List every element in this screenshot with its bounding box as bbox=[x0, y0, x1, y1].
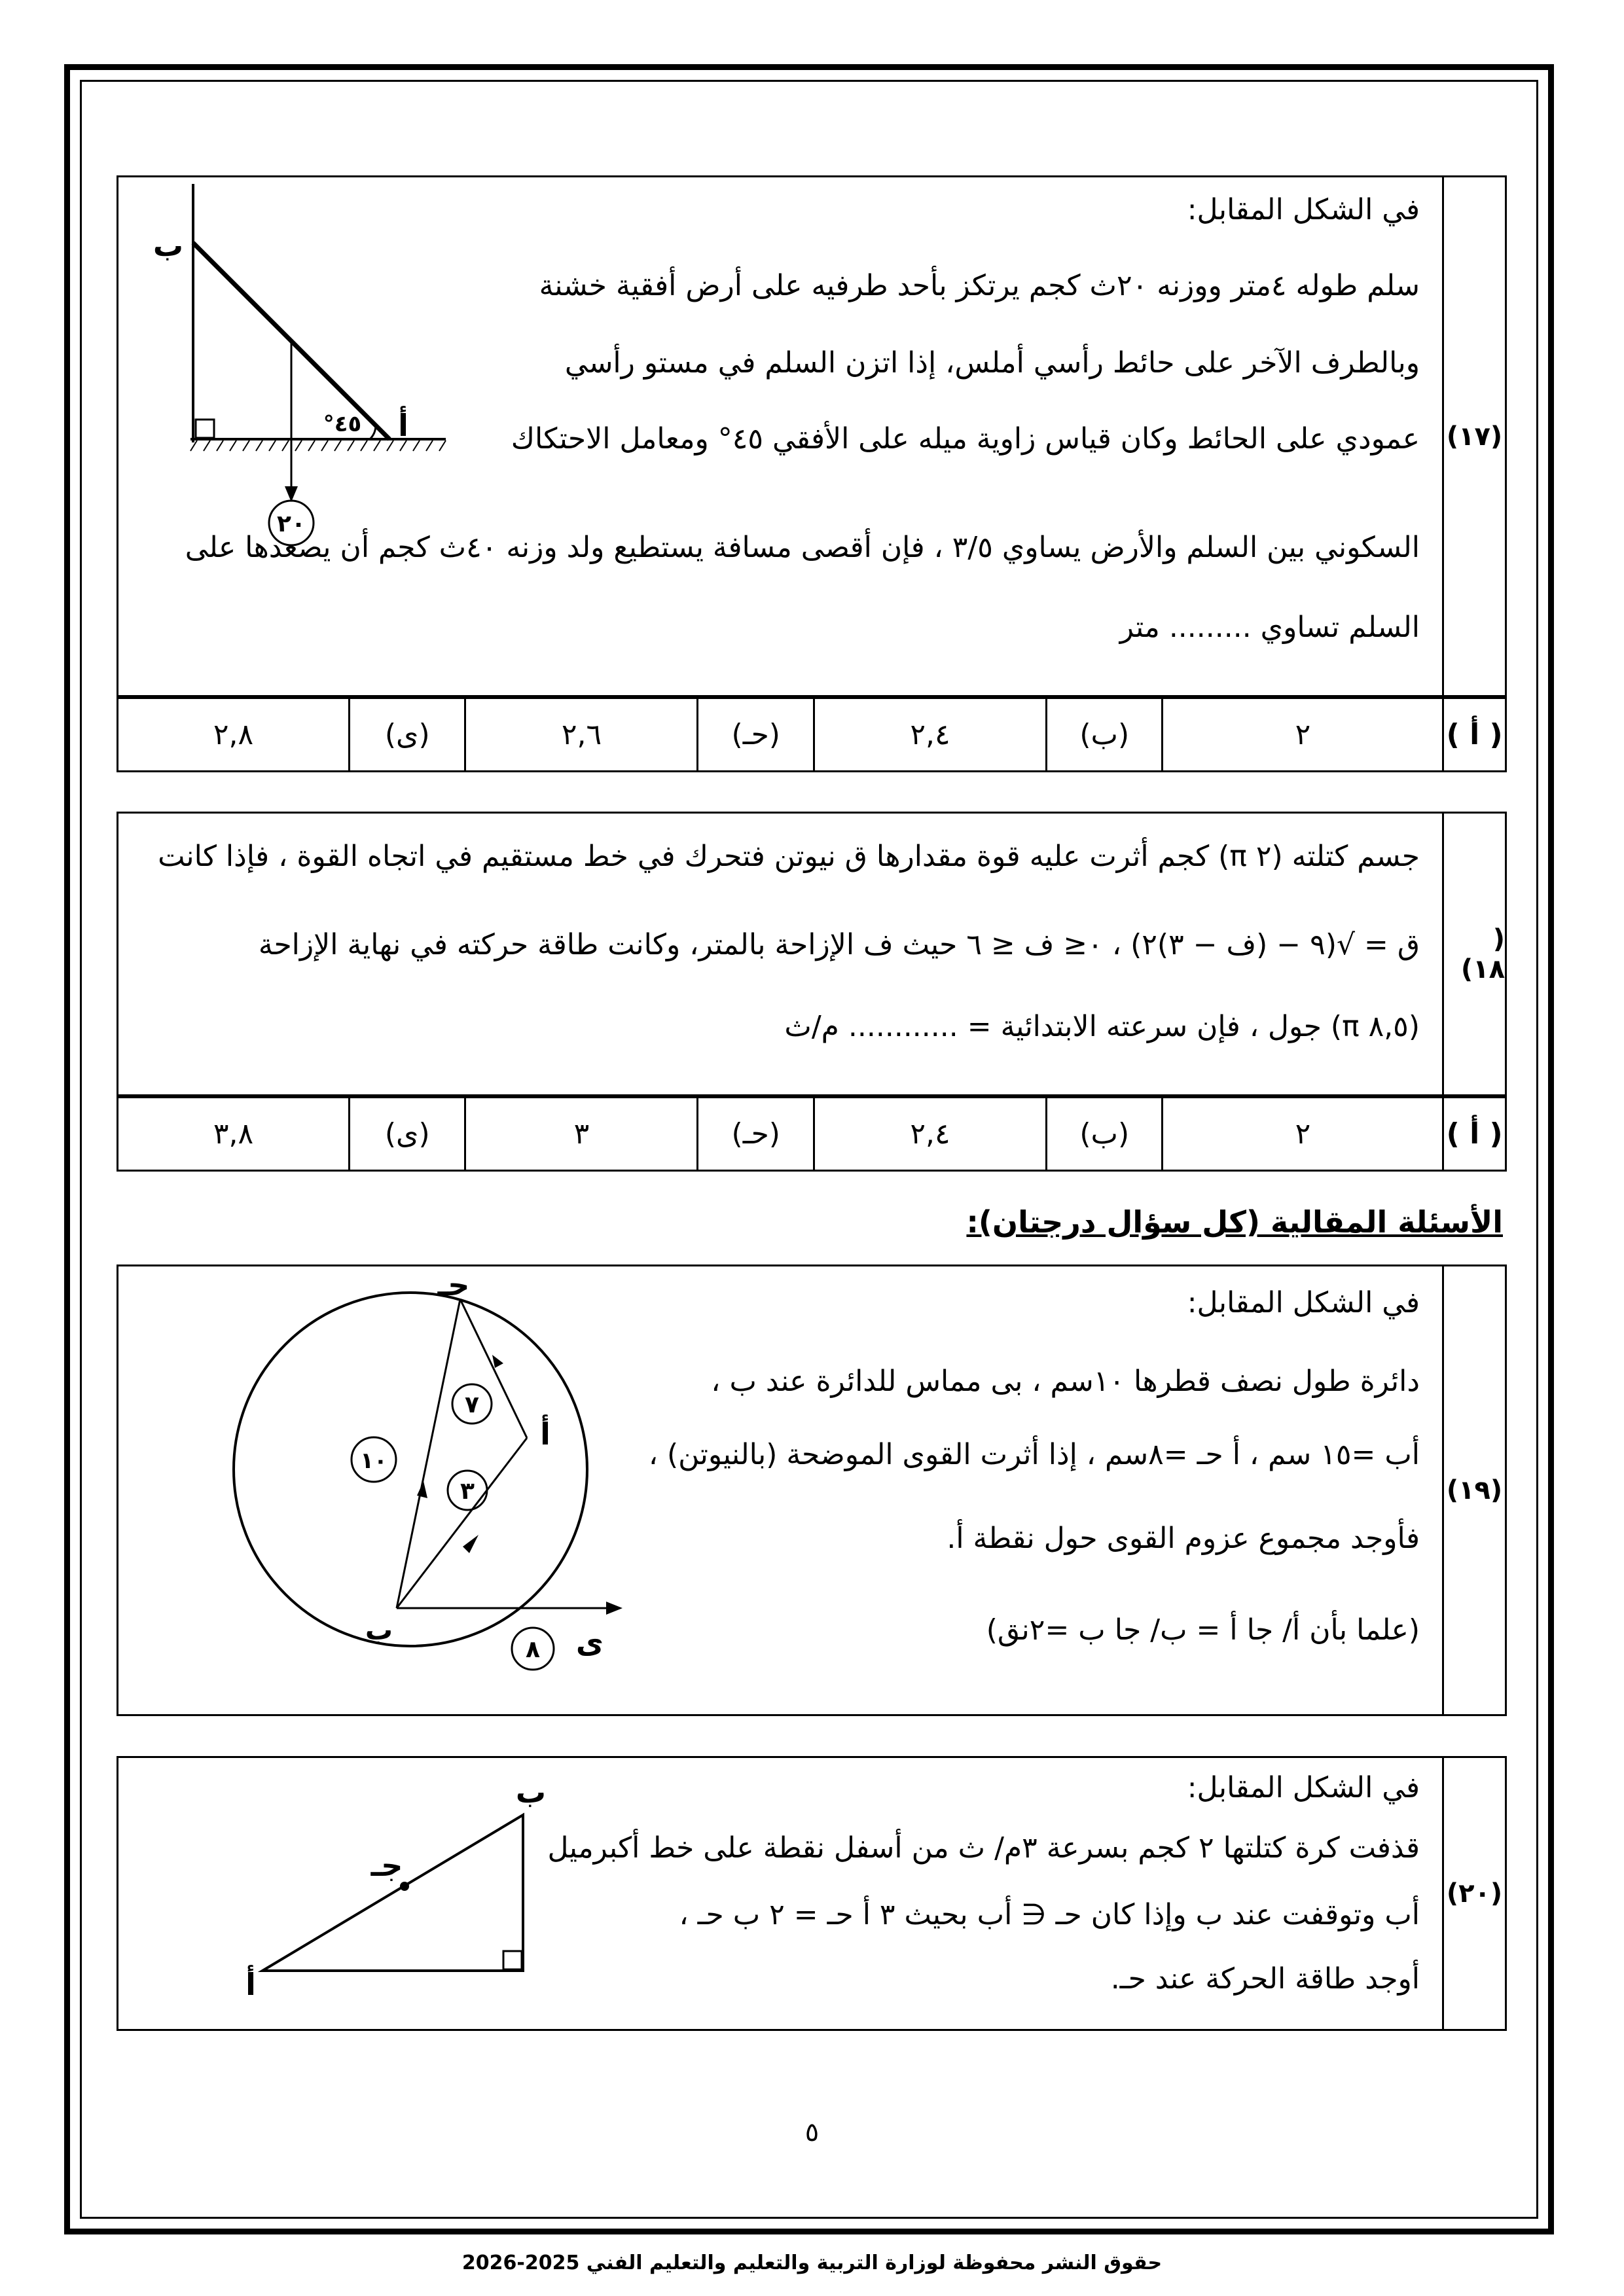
question-line: السكوني بين السلم والأرض يساوي ٣/٥ ، فإن أقصى مسافة يستطيع ولد وزنه ٤٠ث كجم أن يصعدها على bbox=[185, 531, 1420, 564]
option-c-value[interactable]: ٢,٦ bbox=[464, 699, 696, 770]
option-c-value[interactable]: ٣ bbox=[464, 1098, 696, 1170]
question-number: (١٧) bbox=[1442, 177, 1505, 695]
option-number: ( أ ) bbox=[1442, 699, 1505, 770]
question-18 bbox=[117, 812, 1507, 1096]
question-line: في الشكل المقابل: bbox=[1187, 1771, 1420, 1804]
option-b-label: (ب) bbox=[1045, 699, 1162, 770]
option-d-value[interactable]: ٣,٨ bbox=[213, 1117, 254, 1151]
point-a-label: أ bbox=[245, 1967, 256, 2002]
copyright-footer: حقوق النشر محفوظة لوزارة التربية والتعليم والتعليم الفني 2025-2026 bbox=[461, 2251, 1163, 2274]
question-line: فأوجد مجموع عزوم القوى حول نقطة أ. bbox=[947, 1522, 1420, 1555]
point-a-label: أ bbox=[540, 1416, 550, 1452]
question-line: في الشكل المقابل: bbox=[1187, 1286, 1420, 1319]
question-line: سلم طوله ٤متر ووزنه ٢٠ث كجم يرتكز بأحد طرفيه على أرض أفقية خشنة bbox=[539, 269, 1420, 302]
question-20 bbox=[117, 1756, 1507, 2031]
option-b-value[interactable]: ٢,٤ bbox=[813, 699, 1045, 770]
weight-label: ٢٠ bbox=[277, 511, 306, 537]
point-b-label: ب bbox=[153, 228, 184, 263]
option-d-label: (ى) bbox=[348, 699, 465, 770]
incline-figure bbox=[177, 1765, 583, 2020]
point-j-label: جـ bbox=[370, 1848, 403, 1883]
option-c-label: (حـ) bbox=[696, 699, 813, 770]
question-line: أب =١٥ سم ، أ حـ =٨سم ، إذا أثرت القوى الموضحة (بالنيوتن) ، bbox=[648, 1438, 1420, 1471]
question-line: قذفت كرة كتلتها ٢ كجم بسرعة ٣م/ ث من أسفل نقطة على خط أكبرميل bbox=[547, 1831, 1420, 1865]
section-title: الأسئلة المقالية (كل سؤال درجتان): bbox=[966, 1204, 1503, 1240]
question-number: ( ١٨) bbox=[1442, 814, 1505, 1094]
option-b-label: (ب) bbox=[1045, 1098, 1162, 1170]
force-7-label: ٧ bbox=[465, 1391, 479, 1418]
question-line: في الشكل المقابل: bbox=[1187, 193, 1420, 226]
question-line: عمودي على الحائط وكان قياس زاوية ميله على الأفقي ٤٥° ومعامل الاحتكاك bbox=[511, 422, 1420, 456]
option-b-value[interactable]: ٢,٤ bbox=[813, 1098, 1045, 1170]
point-j-label: جـ bbox=[437, 1273, 470, 1302]
point-d-label: ى bbox=[575, 1624, 604, 1660]
option-d-label: (ى) bbox=[348, 1098, 465, 1170]
question-line: وبالطرف الآخر على حائط رأسي أملس، إذا اتزن السلم في مستو رأسي bbox=[564, 346, 1420, 380]
question-line: جسم كتلته (٢ π) كجم أثرت عليه قوة مقدارها ق نيوتن فتحرك في خط مستقيم في اتجاه القوة ، فإذا كانت bbox=[158, 840, 1420, 873]
option-c-label: (حـ) bbox=[696, 1098, 813, 1170]
question-number: (١٩) bbox=[1442, 1266, 1505, 1714]
point-b-label: ب bbox=[515, 1774, 547, 1810]
question-line: أب وتوقفت عند ب وإذا كان حـ ∈ أب بحيث ٣ أ حـ = ٢ ب حـ ، bbox=[679, 1898, 1420, 1931]
question-line: أوجد طاقة الحركة عند حـ. bbox=[1110, 1962, 1420, 1996]
option-d-value[interactable]: ٢,٨ bbox=[213, 718, 254, 751]
angle-label: ٤٥° bbox=[323, 411, 362, 437]
question-line: دائرة طول نصف قطرها ١٠سم ، بى مماس للدائرة عند ب ، bbox=[711, 1365, 1420, 1398]
point-a-label: أ bbox=[398, 408, 408, 443]
option-number: ( أ ) bbox=[1442, 1098, 1505, 1170]
question-17 bbox=[117, 175, 1507, 697]
question-line: السلم تساوي ......... متر bbox=[1119, 611, 1420, 644]
ladder-figure bbox=[145, 184, 459, 550]
question-19 bbox=[117, 1265, 1507, 1716]
question-line: ق = √(٩ − (ف − ٣)٢) ، ٠≤ ف ≤ ٦ حيث ف الإزاحة بالمتر، وكانت طاقة حركته في نهاية الإزاحة bbox=[258, 928, 1420, 961]
option-a-value[interactable]: ٢ bbox=[1161, 1098, 1442, 1170]
force-10-label: ١٠ bbox=[360, 1448, 388, 1474]
options-row-18 bbox=[117, 1096, 1507, 1172]
page-number: ٥ bbox=[804, 2117, 820, 2147]
question-number: (٢٠) bbox=[1442, 1758, 1505, 2029]
circle-forces-figure bbox=[171, 1273, 668, 1679]
options-row-17 bbox=[117, 697, 1507, 772]
question-line: (علما بأن أ/ جا أ = ب/ جا ب =٢نق) bbox=[986, 1613, 1420, 1647]
point-b-label: ب bbox=[365, 1614, 393, 1646]
option-a-value[interactable]: ٢ bbox=[1161, 699, 1442, 770]
question-line: (٨,٥ π) جول ، فإن سرعته الابتدائية = ............ م/ث bbox=[784, 1010, 1420, 1043]
force-8-label: ٨ bbox=[526, 1636, 540, 1663]
force-3-label: ٣ bbox=[460, 1478, 475, 1505]
